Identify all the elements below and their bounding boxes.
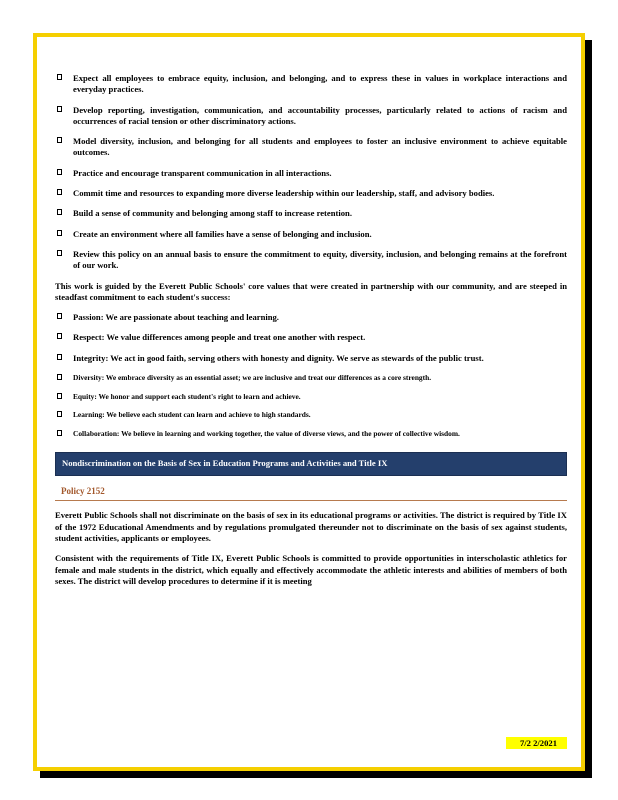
bullet-box-icon (57, 354, 62, 360)
list-item: Collaboration: We believe in learning and working together, the value of diverse views, and the power of collective wisdom. (55, 429, 567, 440)
bullet-box-icon (57, 209, 62, 215)
section-heading-banner: Nondiscrimination on the Basis of Sex in Education Programs and Activities and Title IX (55, 452, 567, 476)
bullet-box-icon (57, 393, 62, 399)
document-page (33, 33, 585, 771)
list-item: Develop reporting, investigation, communication, and accountability processes, particularly related to actions of racism and occurrences of racial tension or other discriminatory actions. (55, 105, 567, 128)
core-values-intro: This work is guided by the Everett Public Schools' core values that were created in partnership with our community, and are steeped in steadfast commitment to each student's success: (55, 280, 567, 302)
policy-paragraph: Consistent with the requirements of Title IX, Everett Public Schools is committed to provide opportunities in interscholastic athletics for female and male students in the district, which equally and effectively accommodate the athletic interests and abilities of members of both sexes. The district will develop procedures to determine if it is meeting (55, 553, 567, 586)
list-item: Integrity: We act in good faith, serving others with honesty and dignity. We serve as stewards of the public trust. (55, 353, 567, 364)
commitment-list (55, 73, 567, 272)
list-item: Build a sense of community and belonging among staff to increase retention. (55, 208, 567, 219)
list-item: Respect: We value differences among people and treat one another with respect. (55, 332, 567, 343)
core-values-list (55, 312, 567, 439)
bullet-box-icon (57, 374, 62, 380)
list-item: Learning: We believe each student can learn and achieve to high standards. (55, 410, 567, 421)
bullet-box-icon (57, 313, 62, 319)
bullet-box-icon (57, 169, 62, 175)
bullet-box-icon (57, 106, 62, 112)
list-item: Practice and encourage transparent communication in all interactions. (55, 168, 567, 179)
list-item: Expect all employees to embrace equity, inclusion, and belonging, and to express these in values in workplace interactions and everyday practices. (55, 73, 567, 96)
date-badge: 7/2 2/2021 (506, 737, 567, 749)
page-content (55, 73, 567, 587)
policy-paragraph: Everett Public Schools shall not discriminate on the basis of sex in its educational programs or activities. The district is required by Title IX of the 1972 Educational Amendments and by regulations promulgated thereunder not to discriminate on the basis of sex against students, student activities, applicants or employees. (55, 510, 567, 543)
policy-label: Policy 2152 (55, 484, 567, 501)
list-item: Review this policy on an annual basis to ensure the commitment to equity, diversity, inclusion, and belonging remains at the forefront of our work. (55, 249, 567, 272)
list-item: Diversity: We embrace diversity as an essential asset; we are inclusive and treat our differences as a core strength. (55, 373, 567, 384)
bullet-box-icon (57, 230, 62, 236)
bullet-box-icon (57, 250, 62, 256)
bullet-box-icon (57, 74, 62, 80)
list-item: Equity: We honor and support each student's right to learn and achieve. (55, 392, 567, 403)
bullet-box-icon (57, 411, 62, 417)
bullet-box-icon (57, 430, 62, 436)
list-item: Commit time and resources to expanding more diverse leadership within our leadership, staff, and advisory bodies. (55, 188, 567, 199)
bullet-box-icon (57, 137, 62, 143)
bullet-box-icon (57, 189, 62, 195)
bullet-box-icon (57, 333, 62, 339)
list-item: Passion: We are passionate about teaching and learning. (55, 312, 567, 323)
list-item: Model diversity, inclusion, and belonging for all students and employees to foster an inclusive environment to achieve equitable outcomes. (55, 136, 567, 159)
list-item: Create an environment where all families have a sense of belonging and inclusion. (55, 229, 567, 240)
